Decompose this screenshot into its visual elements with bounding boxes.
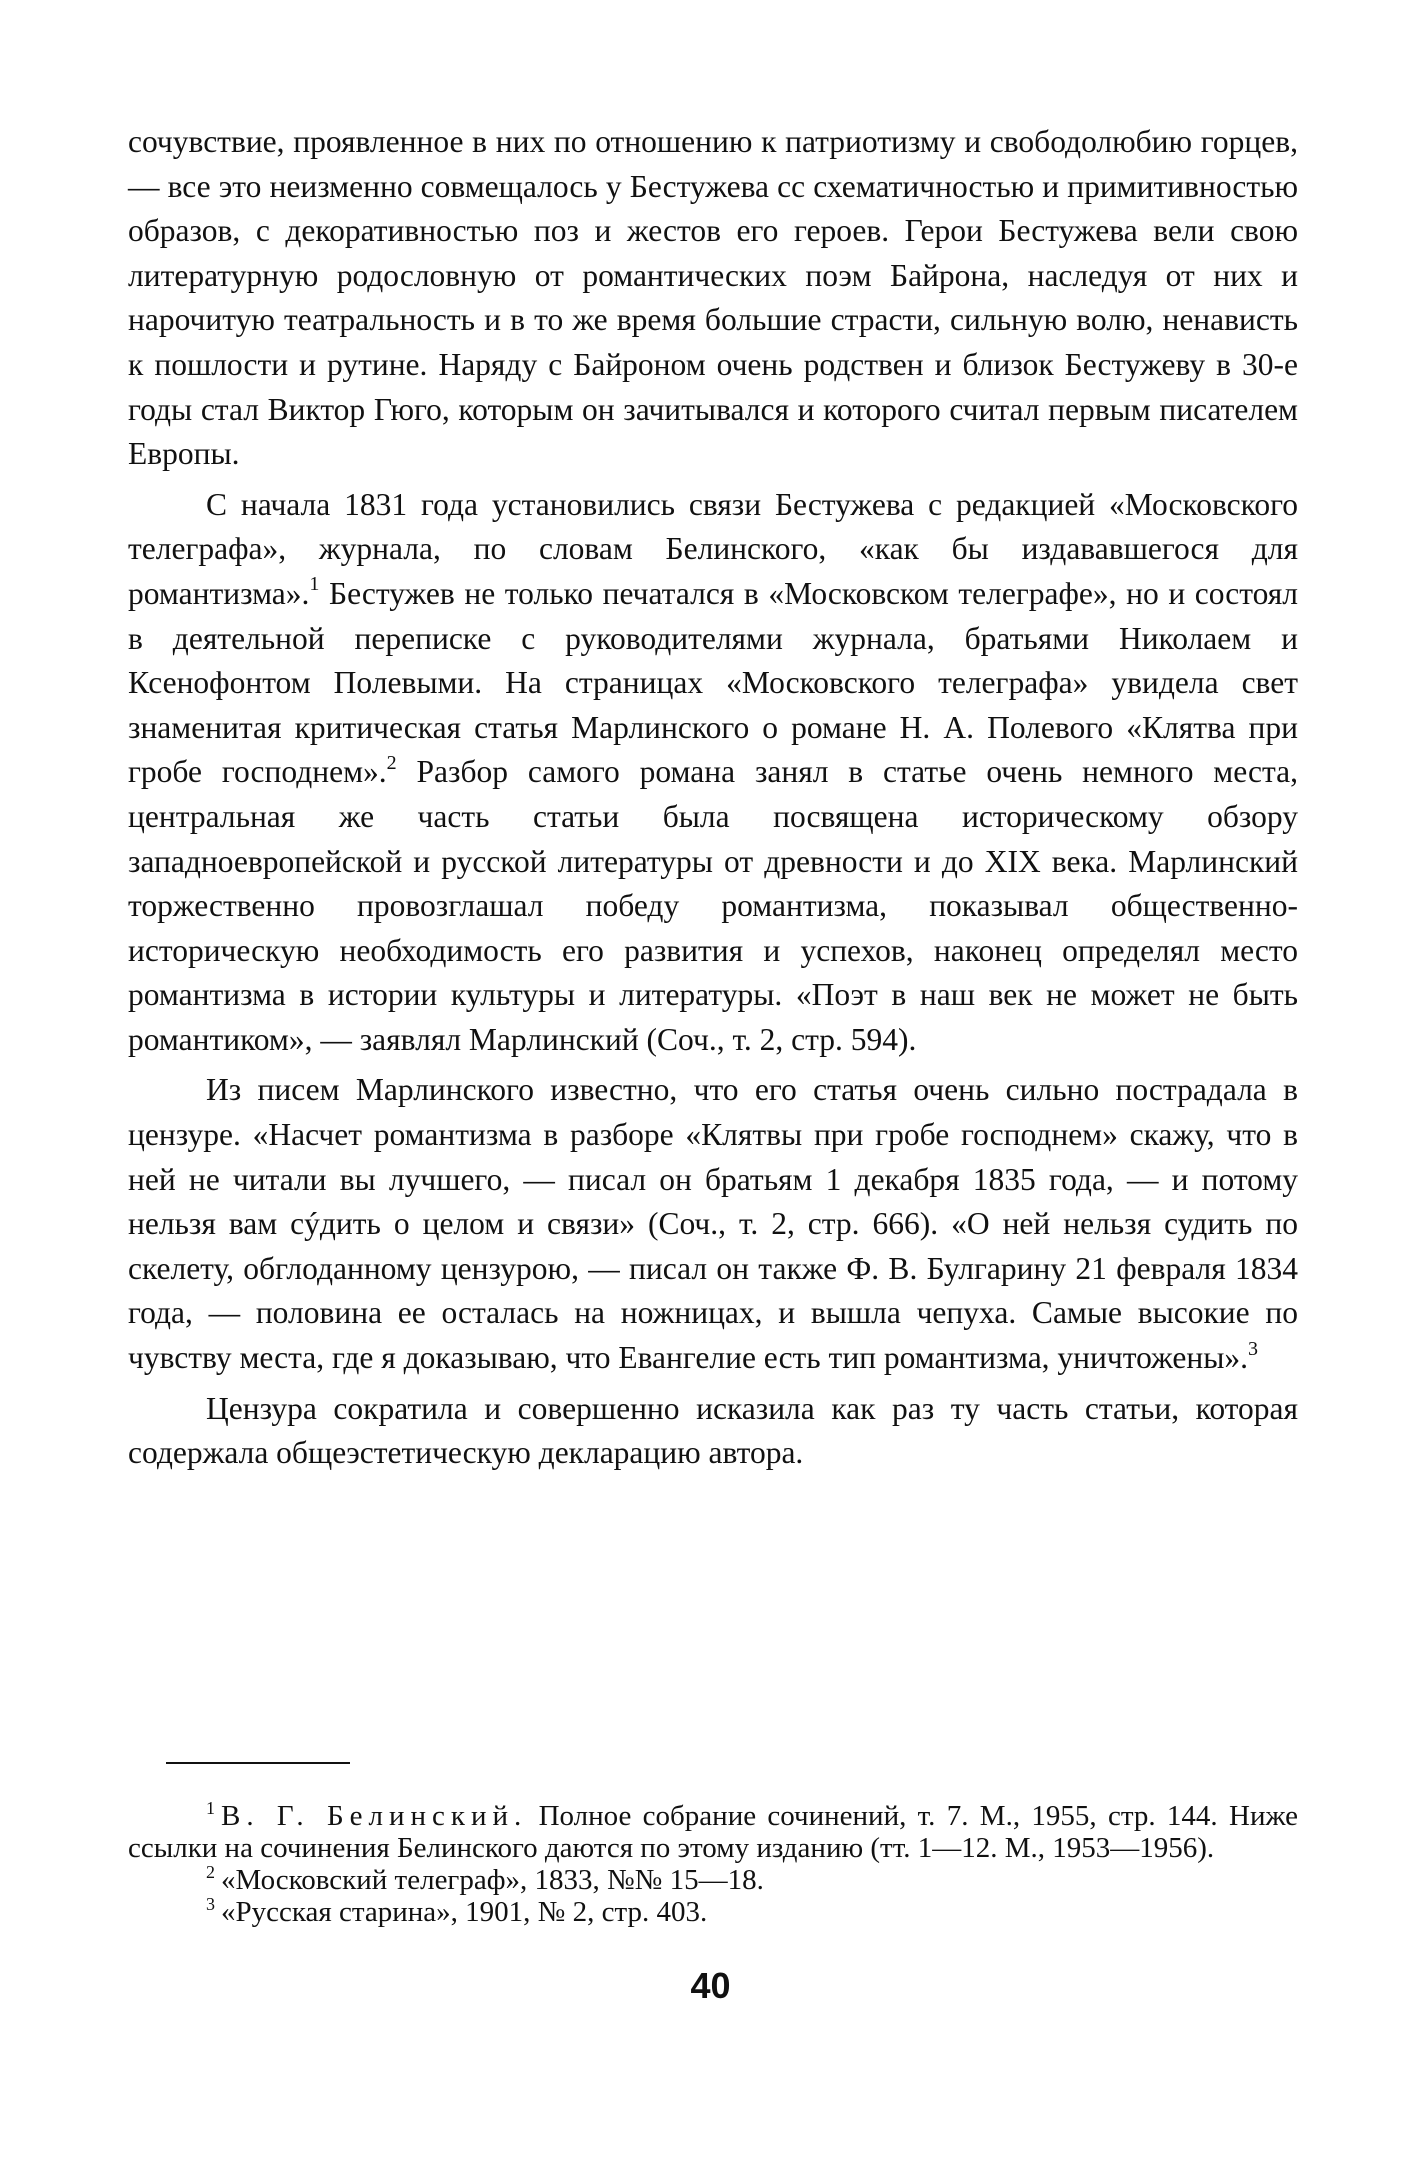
footnote-1-text: Полное собрание сочинений, т. 7. М., 1955, стр. 144. Ниже ссылки на сочинения Белинского даются по этому изданию (тт. 1—12. М., 1953—1956). [128, 1800, 1298, 1864]
paragraph-2-text-b: Бестужев не только печатался в «Московском телеграфе», но и состоял в деятельной переписке с руководителями журнала, братьями Николаем и Ксенофонтом Полевыми. На страницах «Московского телеграфа» увидела свет знаменитая критическая статья Марлинского о романе Н. А. Полевого «Клятва при гробе господнем». [128, 575, 1298, 790]
paragraph-4 [128, 1387, 1298, 1476]
footnote-2 [128, 1864, 1298, 1896]
paragraph-1 [128, 120, 1298, 477]
footnote-ref-2: 2 [386, 751, 397, 774]
paragraph-2-text-c: Разбор самого романа занял в статье очень немного места, центральная же часть статьи была посвящена историческому обзору западноевропейской и русской литературы от древности и до XIX века. Марлинский торжественно провозглашал победу романтизма, показывал общественно-историческую необходимость его развития и успехов, наконец определял место романтизма в истории культуры и литературы. «Поэт в наш век не может не быть романтиком», — заявлял Марлинский (Соч., т. 2, стр. 594). [128, 754, 1298, 1057]
page-number: 40 [690, 1965, 731, 2006]
footnotes [128, 1800, 1298, 1928]
footnote-3-text: «Русская старина», 1901, № 2, стр. 403. [221, 1896, 708, 1928]
main-text [128, 120, 1298, 1476]
footnote-1 [128, 1800, 1298, 1864]
footnote-2-text: «Московский телеграф», 1833, №№ 15—18. [221, 1864, 764, 1896]
paragraph-2 [128, 483, 1298, 1063]
footnote-2-number: 2 [206, 1862, 215, 1883]
footnote-1-number: 1 [206, 1798, 215, 1819]
footnote-3 [128, 1896, 1298, 1928]
footnote-3-number: 3 [206, 1894, 215, 1915]
footnote-1-author: В. Г. Белинский. [221, 1800, 528, 1832]
footnote-ref-1: 1 [309, 573, 320, 596]
footnote-separator [166, 1762, 350, 1764]
paragraph-2-text-a: С начала 1831 года установились связи Бестужева с редакцией «Московского телеграфа», журнала, по словам Белинского, «как бы издававшегося для романтизма». [128, 486, 1298, 611]
footnote-ref-3: 3 [1248, 1337, 1259, 1360]
paragraph-4-text: Цензура сократила и совершенно исказила как раз ту часть статьи, которая содержала общеэстетическую декларацию автора. [128, 1390, 1298, 1471]
paragraph-1-text: сочувствие, проявленное в них по отношению к патриотизму и свободолюбию горцев, — все это неизменно совмещалось у Бестужева сс схематичностью и примитивностью образов, с декоративностью поз и жестов его героев. Герои Бестужева вели свою литературную родословную от романтических поэм Байрона, наследуя от них и нарочитую театральность и в то же время большие страсти, сильную волю, ненависть к пошлости и рутине. Наряду с Байроном очень родствен и близок Бестужеву в 30-е годы стал Виктор Гюго, которым он зачитывался и которого считал первым писателем Европы. [128, 124, 1298, 472]
paragraph-3 [128, 1068, 1298, 1380]
paragraph-3-text: Из писем Марлинского известно, что его статья очень сильно пострадала в цензуре. «Насчет романтизма в разборе «Клятвы при гробе господнем» скажу, что в ней не читали вы лучшего, — писал он братьям 1 декабря 1835 года, — и потому нельзя вам сýдить о целом и связи» (Соч., т. 2, стр. 666). «О ней нельзя судить по скелету, обглоданному цензурою, — писал он также Ф. В. Булгарину 21 февраля 1834 года, — половина ее осталась на ножницах, и вышла чепуха. Самые высокие по чувству места, где я доказываю, что Евангелие есть тип романтизма, уничтожены». [128, 1072, 1298, 1376]
